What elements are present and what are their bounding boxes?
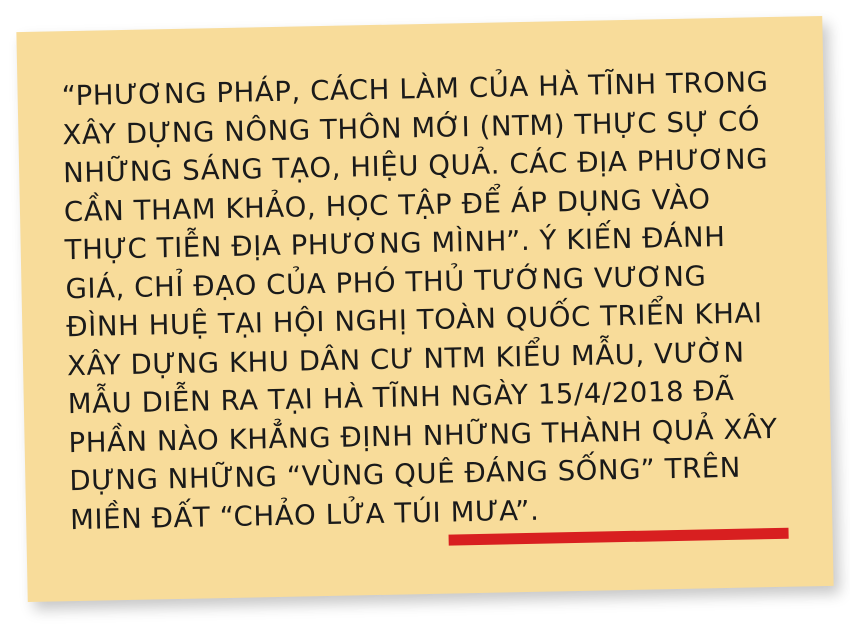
quote-card-body (61, 63, 789, 571)
quote-card (16, 16, 833, 602)
pull-quote-text: “PHƯƠNG PHÁP, CÁCH LÀM CỦA HÀ TĨNH TRONG XÂY DỰNG NÔNG THÔN MỚI (NTM) THỰC SỰ CÓ NHỮNG SÁNG TẠO, HIỆU QUẢ. CÁC ĐỊA PHƯƠNG CẦN THAM KHẢO, HỌC TẬP ĐỂ ÁP DỤNG VÀO THỰC TIỄN ĐỊA PHƯƠNG MÌNH”. Ý KIẾN ĐÁNH GIÁ, CHỈ ĐẠO CỦA PHÓ THỦ TƯỚNG VƯƠNG ĐÌNH HUỆ TẠI HỘI NGHỊ TOÀN QUỐC TRIỂN KHAI XÂY DỰNG KHU DÂN CƯ NTM KIỂU MẪU, VƯỜN MẪU DIỄN RA TẠI HÀ TĨNH NGÀY 15/4/2018 ĐÃ PHẦN NÀO KHẲNG ĐỊNH NHỮNG THÀNH QUẢ XÂY DỰNG NHỮNG “VÙNG QUÊ ĐÁNG SỐNG” TRÊN MIỀN ĐẤT “CHẢO LỬA TÚI MƯA”. (61, 66, 778, 536)
